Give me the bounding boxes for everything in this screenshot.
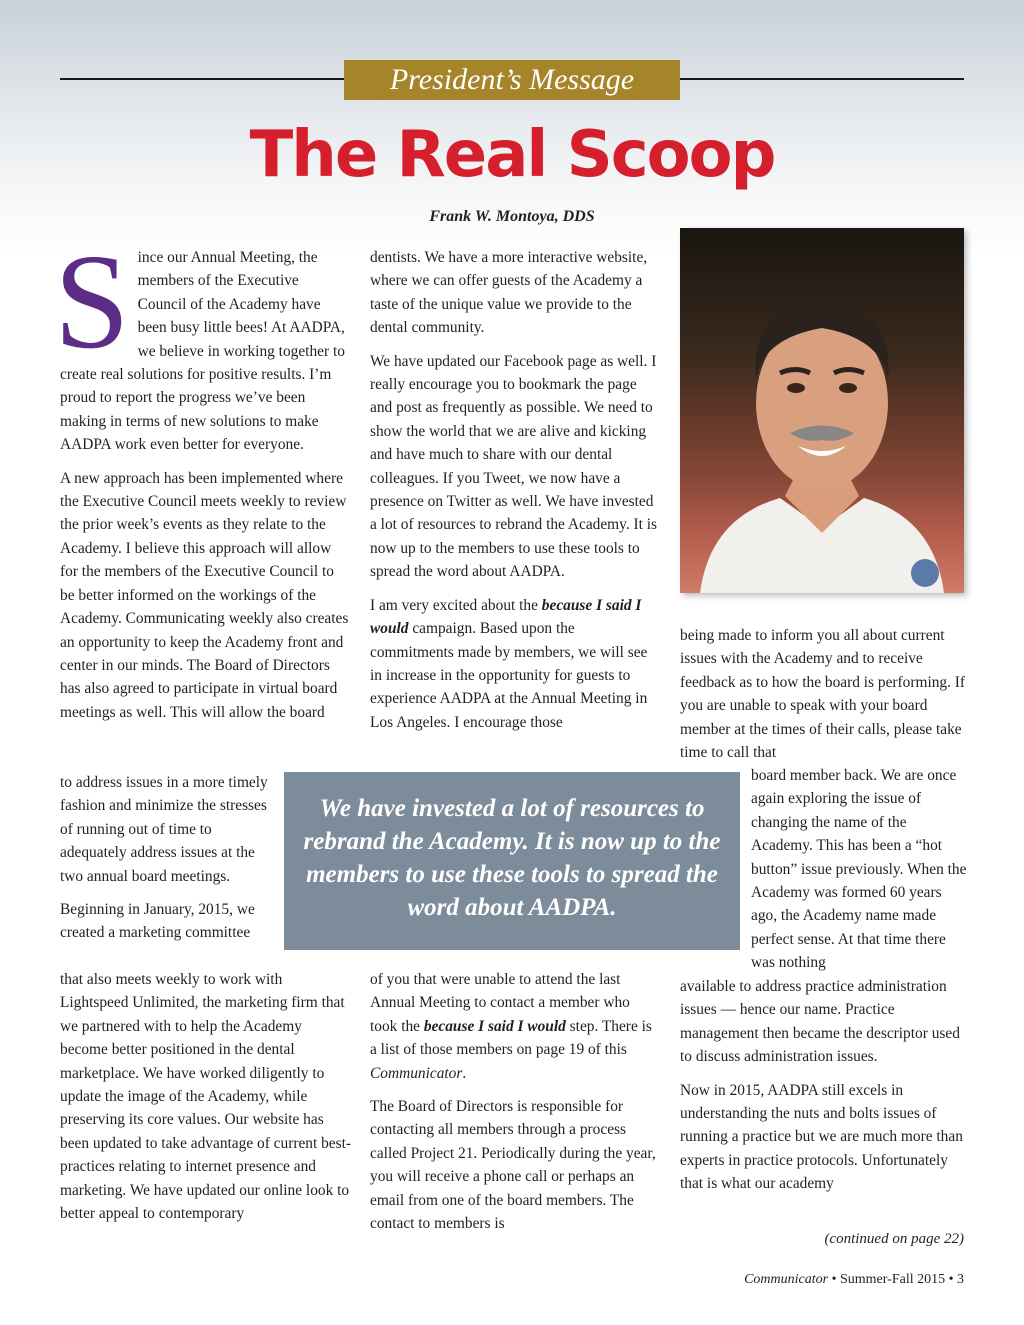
drop-cap: S bbox=[54, 227, 130, 377]
continued-note: (continued on page 22) bbox=[824, 1231, 964, 1247]
page-footer: Communicator • Summer-Fall 2015 • 3 bbox=[744, 1272, 964, 1287]
author-photo bbox=[680, 228, 964, 593]
column-1 bbox=[54, 227, 350, 724]
paragraph: dentists. We have a more interactive website, where we can offer guests of the Academy a taste of the unique value we provide to the dental community. bbox=[370, 249, 648, 337]
pull-quote: We have invested a lot of resources to rebrand the Academy. It is now up to the members to use these tools to spread the word about AADPA. bbox=[284, 772, 740, 950]
column-3-lower bbox=[680, 975, 970, 1206]
paragraph: Since our Annual Meeting, the members of the Executive Council of the Academy have been busy little bees! At AADPA, we believe in working together to create real solutions for positive results. I’m proud to report the progress we’ve been making in terms of new solutions to make AADPA work even better for everyone. bbox=[54, 227, 345, 454]
column-3 bbox=[680, 624, 970, 764]
paragraph: board member back. We are once again exploring the issue of changing the name of the Academy. This has been a “hot button” issue previously. When the Academy was formed 60 years ago, the Academy name made perfect sense. At that time there was nothing bbox=[751, 767, 967, 972]
column-1-narrow bbox=[60, 771, 274, 945]
paragraph: A new approach has been implemented where the Executive Council meets weekly to review the prior week’s events as they relate to the Academy. I believe this approach will allow for the members of the Executive Council to be better informed on the workings of the Academy. Communicating weekly also creates an opportunity to keep the Academy front and center in our minds. The Board of Directors has also agreed to participate in virtual board meetings as well. This will allow the board bbox=[60, 469, 349, 721]
portrait-illustration bbox=[680, 228, 964, 593]
paragraph: We have updated our Facebook page as well. I really encourage you to bookmark the page and post as frequently as possible. We need to show the world that we are alive and kicking and have much to share with our dental colleagues. If you Tweet, we now have a presence on Twitter as well. We have invested a lot of resources to rebrand the Academy. It is now up to the members to use these tools to spread the word about AADPA. bbox=[370, 352, 658, 581]
paragraph: of you that were unable to attend the last Annual Meeting to contact a member who took the because I said I would step. There is a list of those members on page 19 of this Communicator. bbox=[370, 971, 652, 1082]
column-3-narrow bbox=[751, 764, 971, 975]
paragraph: I am very excited about the because I said I would campaign. Based upon the commitments made by members, we will see in increase in the opportunity for guests to experience AADPA at the Annual Meeting in Los Angeles. I encourage those bbox=[370, 596, 648, 731]
paragraph: Now in 2015, AADPA still excels in understanding the nuts and bolts issues of running a practice but we are much more than experts in practice protocols. Unfortunately that is what our academy bbox=[680, 1081, 963, 1193]
article-title: The Real Scoop bbox=[249, 118, 775, 192]
paragraph: available to address practice administration issues — hence our name. Practice management then became the descriptor used to discuss administration issues. bbox=[680, 978, 960, 1066]
header-rule-right bbox=[680, 78, 964, 80]
paragraph: The Board of Directors is responsible for contacting all members through a process called Project 21. Periodically during the year, you will receive a phone call or perhaps an email from one of the board members. The contact to members is bbox=[370, 1098, 656, 1233]
section-banner: President’s Message bbox=[344, 60, 680, 100]
header-rule-left bbox=[60, 78, 344, 80]
column-2 bbox=[370, 246, 660, 744]
paragraph: that also meets weekly to work with Lightspeed Unlimited, the marketing firm that we partnered with to help the Academy become better positioned in the dental marketplace. We have worked diligently to update the image of the Academy, while preserving its core values. Our website has been updated to take advantage of current best-practices relating to internet presence and marketing. We have updated our online look to better appeal to contemporary bbox=[60, 971, 352, 1223]
paragraph: being made to inform you all about current issues with the Academy and to receive feedback as to how the board is performing. If you are unable to speak with your board member at the times of their calls, please take time to call that bbox=[680, 627, 966, 762]
column-1-lower bbox=[60, 968, 352, 1235]
paragraph: to address issues in a more timely fashion and minimize the stresses of running out of time to adequately address issues at the two annual board meetings. bbox=[60, 774, 268, 885]
byline: Frank W. Montoya, DDS bbox=[429, 208, 595, 225]
column-2-lower bbox=[370, 968, 660, 1245]
paragraph: Beginning in January, 2015, we created a marketing committee bbox=[60, 901, 255, 942]
